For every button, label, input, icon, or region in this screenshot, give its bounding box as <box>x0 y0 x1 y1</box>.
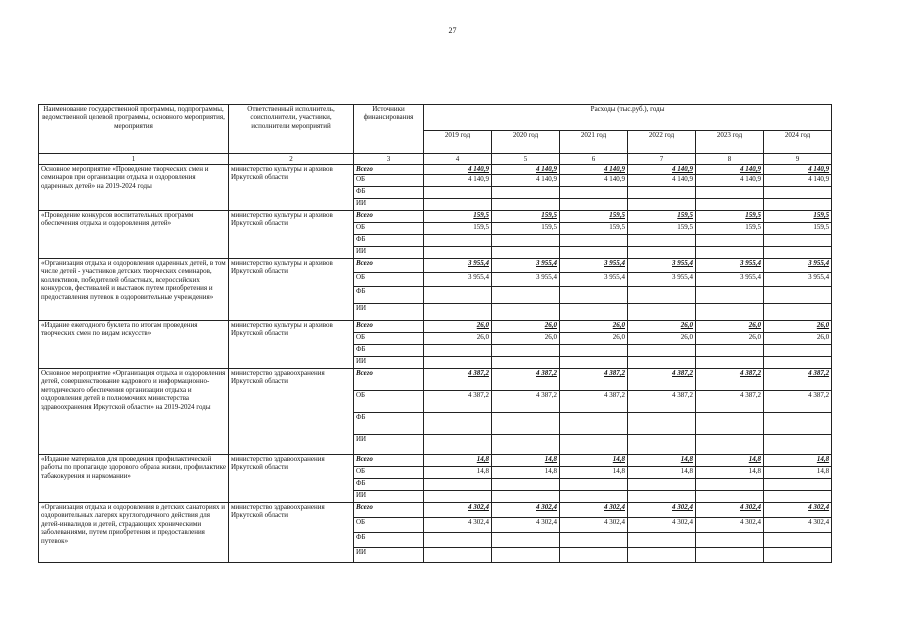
amount-cell <box>696 247 764 259</box>
amount-cell: 3 955,4 <box>492 259 560 273</box>
amount-cell: 26,0 <box>560 321 628 333</box>
column-index: 6 <box>560 154 628 165</box>
amount-cell: 26,0 <box>696 321 764 333</box>
measure-name: «Организация отдыха и оздоровления в детских санаториях и оздоровительных лагерях круглогодичного действия для детей-инвалидов и детей, страдающих хроническими заболеваниями, путем приобретения и предоставления путевок» <box>39 503 229 563</box>
page-number: 27 <box>448 26 457 35</box>
amount-cell: 4 302,4 <box>696 518 764 533</box>
amount-cell <box>424 533 492 548</box>
column-index: 2 <box>229 154 354 165</box>
funding-source: ФБ <box>354 345 424 357</box>
column-index: 9 <box>764 154 832 165</box>
amount-cell <box>492 548 560 563</box>
amount-cell: 26,0 <box>424 333 492 345</box>
amount-cell <box>764 235 832 247</box>
amount-cell <box>628 491 696 503</box>
amount-cell <box>764 491 832 503</box>
amount-cell <box>424 199 492 211</box>
funding-source: ФБ <box>354 287 424 304</box>
table-body <box>39 165 832 563</box>
funding-source: ОБ <box>354 518 424 533</box>
header-name-column: Наименование государственной программы, подпрограммы, ведомственной целевой программы, основного мероприятия, мероприятия <box>39 105 229 154</box>
amount-cell: 4 387,2 <box>628 391 696 413</box>
amount-cell <box>696 187 764 199</box>
amount-cell: 14,8 <box>764 455 832 467</box>
amount-cell: 26,0 <box>628 321 696 333</box>
amount-cell <box>628 345 696 357</box>
amount-cell: 3 955,4 <box>764 259 832 273</box>
amount-cell: 4 387,2 <box>696 369 764 391</box>
funding-source: ИИ <box>354 199 424 211</box>
amount-cell <box>764 199 832 211</box>
amount-cell: 4 302,4 <box>492 503 560 518</box>
amount-cell: 3 955,4 <box>628 273 696 287</box>
amount-cell: 4 140,9 <box>628 165 696 175</box>
amount-cell: 4 140,9 <box>628 175 696 187</box>
amount-cell <box>492 247 560 259</box>
header-executor-column: Ответственный исполнитель, соисполнители, участники, исполнители мероприятий <box>229 105 354 154</box>
amount-cell <box>764 413 832 435</box>
funding-source: ОБ <box>354 273 424 287</box>
funding-source: ИИ <box>354 435 424 455</box>
funding-source: ИИ <box>354 491 424 503</box>
amount-cell: 14,8 <box>560 467 628 479</box>
funding-source: Всего <box>354 165 424 175</box>
amount-cell: 26,0 <box>696 333 764 345</box>
amount-cell: 159,5 <box>764 211 832 223</box>
amount-cell: 4 140,9 <box>764 175 832 187</box>
amount-cell <box>492 199 560 211</box>
measure-name: Основное мероприятие «Проведение творческих смен и семинаров при организации отдыха и оздоровления одаренных детей» на 2019-2024 годы <box>39 165 229 211</box>
amount-cell: 4 387,2 <box>764 391 832 413</box>
amount-cell <box>492 533 560 548</box>
expenditure-table <box>38 104 832 563</box>
amount-cell: 4 387,2 <box>492 369 560 391</box>
amount-cell <box>764 345 832 357</box>
amount-cell <box>628 435 696 455</box>
amount-cell <box>424 345 492 357</box>
amount-cell: 4 302,4 <box>696 503 764 518</box>
header-year: 2024 год <box>764 131 832 154</box>
funding-source: ОБ <box>354 333 424 345</box>
amount-cell <box>424 235 492 247</box>
amount-cell: 4 387,2 <box>560 369 628 391</box>
header-expenditure-column: Расходы (тыс.руб.), годы <box>424 105 832 131</box>
amount-cell <box>424 247 492 259</box>
amount-cell <box>560 413 628 435</box>
amount-cell: 159,5 <box>492 223 560 235</box>
amount-cell <box>696 235 764 247</box>
amount-cell: 26,0 <box>764 333 832 345</box>
amount-cell: 159,5 <box>424 223 492 235</box>
table-row-total <box>39 503 832 518</box>
amount-cell: 4 302,4 <box>628 518 696 533</box>
executor-name: министерство культуры и архивов Иркутской области <box>229 211 354 259</box>
amount-cell: 4 387,2 <box>492 391 560 413</box>
amount-cell: 14,8 <box>560 455 628 467</box>
amount-cell: 4 302,4 <box>560 503 628 518</box>
amount-cell <box>628 235 696 247</box>
amount-cell: 14,8 <box>424 467 492 479</box>
funding-source: Всего <box>354 369 424 391</box>
amount-cell: 159,5 <box>628 223 696 235</box>
table-row-total <box>39 211 832 223</box>
column-index: 8 <box>696 154 764 165</box>
amount-cell <box>696 479 764 491</box>
amount-cell <box>628 187 696 199</box>
amount-cell: 26,0 <box>764 321 832 333</box>
amount-cell: 3 955,4 <box>696 273 764 287</box>
amount-cell <box>764 187 832 199</box>
amount-cell: 4 302,4 <box>764 503 832 518</box>
measure-name: «Организация отдыха и оздоровления одаренных детей, в том числе детей - участников детских творческих семинаров, коллективов, победителей областных, всероссийских конкурсов, фестивалей и выставок путем приобретения и предоставления путевок в оздоровительные учреждения» <box>39 259 229 321</box>
column-index: 4 <box>424 154 492 165</box>
amount-cell <box>560 533 628 548</box>
amount-cell: 4 140,9 <box>424 175 492 187</box>
amount-cell <box>560 187 628 199</box>
amount-cell <box>696 533 764 548</box>
amount-cell: 159,5 <box>696 223 764 235</box>
amount-cell <box>424 435 492 455</box>
measure-name: «Издание материалов для проведения профилактической работы по пропаганде здорового образа жизни, профилактике табакокурения и наркомании» <box>39 455 229 503</box>
amount-cell: 3 955,4 <box>424 259 492 273</box>
funding-source: ОБ <box>354 175 424 187</box>
funding-source: ИИ <box>354 357 424 369</box>
amount-cell <box>492 491 560 503</box>
amount-cell: 26,0 <box>560 333 628 345</box>
header-year: 2020 год <box>492 131 560 154</box>
column-index: 7 <box>628 154 696 165</box>
amount-cell: 4 387,2 <box>424 369 492 391</box>
amount-cell <box>696 435 764 455</box>
amount-cell <box>560 345 628 357</box>
amount-cell: 4 140,9 <box>696 165 764 175</box>
table-row-total <box>39 455 832 467</box>
amount-cell: 3 955,4 <box>560 273 628 287</box>
table-row-total <box>39 259 832 273</box>
amount-cell: 3 955,4 <box>764 273 832 287</box>
amount-cell: 3 955,4 <box>696 259 764 273</box>
amount-cell: 4 387,2 <box>764 369 832 391</box>
funding-source: ОБ <box>354 223 424 235</box>
amount-cell <box>764 357 832 369</box>
header-source-column: Источники финансирования <box>354 105 424 154</box>
funding-source: Всего <box>354 321 424 333</box>
amount-cell <box>696 287 764 304</box>
amount-cell: 4 140,9 <box>424 165 492 175</box>
amount-cell: 4 387,2 <box>628 369 696 391</box>
funding-source: Всего <box>354 259 424 273</box>
amount-cell <box>492 345 560 357</box>
amount-cell <box>764 548 832 563</box>
amount-cell <box>764 533 832 548</box>
amount-cell: 4 302,4 <box>764 518 832 533</box>
header-year: 2023 год <box>696 131 764 154</box>
funding-source: ФБ <box>354 533 424 548</box>
amount-cell: 14,8 <box>492 467 560 479</box>
executor-name: министерство здравоохранения Иркутской области <box>229 455 354 503</box>
amount-cell: 26,0 <box>424 321 492 333</box>
amount-cell: 26,0 <box>628 333 696 345</box>
amount-cell <box>560 479 628 491</box>
funding-source: ИИ <box>354 304 424 321</box>
funding-source: ФБ <box>354 479 424 491</box>
amount-cell <box>424 548 492 563</box>
amount-cell: 4 140,9 <box>560 165 628 175</box>
amount-cell: 14,8 <box>696 455 764 467</box>
amount-cell: 3 955,4 <box>628 259 696 273</box>
amount-cell: 14,8 <box>628 455 696 467</box>
funding-source: ФБ <box>354 235 424 247</box>
amount-cell: 3 955,4 <box>424 273 492 287</box>
funding-source: ИИ <box>354 548 424 563</box>
amount-cell <box>560 304 628 321</box>
amount-cell <box>696 345 764 357</box>
amount-cell: 26,0 <box>492 333 560 345</box>
amount-cell <box>560 199 628 211</box>
funding-source: ИИ <box>354 247 424 259</box>
amount-cell: 4 140,9 <box>696 175 764 187</box>
amount-cell: 14,8 <box>696 467 764 479</box>
amount-cell: 159,5 <box>492 211 560 223</box>
amount-cell: 159,5 <box>696 211 764 223</box>
executor-name: министерство культуры и архивов Иркутской области <box>229 259 354 321</box>
amount-cell: 14,8 <box>424 455 492 467</box>
amount-cell <box>628 304 696 321</box>
amount-cell <box>492 479 560 491</box>
table-row-total <box>39 321 832 333</box>
amount-cell: 14,8 <box>628 467 696 479</box>
table-row-total <box>39 369 832 391</box>
header-year: 2022 год <box>628 131 696 154</box>
amount-cell: 4 140,9 <box>492 175 560 187</box>
executor-name: министерство здравоохранения Иркутской области <box>229 369 354 455</box>
amount-cell: 159,5 <box>628 211 696 223</box>
column-index: 5 <box>492 154 560 165</box>
amount-cell: 4 302,4 <box>424 518 492 533</box>
funding-source: Всего <box>354 503 424 518</box>
amount-cell <box>560 357 628 369</box>
amount-cell <box>696 413 764 435</box>
amount-cell: 4 302,4 <box>492 518 560 533</box>
amount-cell <box>628 287 696 304</box>
funding-source: Всего <box>354 455 424 467</box>
amount-cell <box>492 413 560 435</box>
amount-cell <box>764 435 832 455</box>
amount-cell <box>424 491 492 503</box>
amount-cell <box>560 235 628 247</box>
amount-cell <box>492 235 560 247</box>
funding-source: Всего <box>354 211 424 223</box>
header-year: 2019 год <box>424 131 492 154</box>
funding-source: ФБ <box>354 413 424 435</box>
amount-cell: 4 387,2 <box>696 391 764 413</box>
executor-name: министерство культуры и архивов Иркутской области <box>229 321 354 369</box>
amount-cell <box>492 357 560 369</box>
amount-cell <box>424 304 492 321</box>
amount-cell <box>628 533 696 548</box>
amount-cell: 3 955,4 <box>560 259 628 273</box>
amount-cell <box>764 247 832 259</box>
amount-cell <box>560 247 628 259</box>
column-index: 3 <box>354 154 424 165</box>
table-row-total <box>39 165 832 175</box>
amount-cell: 14,8 <box>492 455 560 467</box>
amount-cell: 26,0 <box>492 321 560 333</box>
amount-cell <box>560 435 628 455</box>
amount-cell: 4 387,2 <box>424 391 492 413</box>
amount-cell: 14,8 <box>764 467 832 479</box>
funding-source: ФБ <box>354 187 424 199</box>
amount-cell <box>424 187 492 199</box>
amount-cell <box>696 199 764 211</box>
amount-cell: 4 387,2 <box>560 391 628 413</box>
amount-cell: 159,5 <box>424 211 492 223</box>
amount-cell <box>424 413 492 435</box>
funding-source: ОБ <box>354 467 424 479</box>
amount-cell <box>492 187 560 199</box>
header-year: 2021 год <box>560 131 628 154</box>
amount-cell <box>628 548 696 563</box>
amount-cell: 4 140,9 <box>560 175 628 187</box>
amount-cell <box>696 357 764 369</box>
amount-cell <box>628 199 696 211</box>
amount-cell <box>628 479 696 491</box>
amount-cell <box>424 479 492 491</box>
amount-cell <box>492 304 560 321</box>
amount-cell <box>696 548 764 563</box>
amount-cell <box>492 435 560 455</box>
column-index-row <box>39 154 832 165</box>
measure-name: «Проведение конкурсов воспитательных программ обеспечения отдыха и оздоровления детей» <box>39 211 229 259</box>
amount-cell: 159,5 <box>560 223 628 235</box>
amount-cell: 4 140,9 <box>492 165 560 175</box>
amount-cell: 4 302,4 <box>628 503 696 518</box>
amount-cell <box>560 548 628 563</box>
amount-cell <box>764 287 832 304</box>
amount-cell: 159,5 <box>560 211 628 223</box>
amount-cell <box>560 491 628 503</box>
amount-cell <box>628 413 696 435</box>
amount-cell <box>628 357 696 369</box>
amount-cell: 3 955,4 <box>492 273 560 287</box>
amount-cell: 4 140,9 <box>764 165 832 175</box>
amount-cell <box>424 287 492 304</box>
measure-name: «Издание ежегодного буклета по итогам проведения творческих смен по видам искусств» <box>39 321 229 369</box>
amount-cell <box>696 304 764 321</box>
amount-cell <box>492 287 560 304</box>
amount-cell <box>560 287 628 304</box>
executor-name: министерство здравоохранения Иркутской области <box>229 503 354 563</box>
column-index: 1 <box>39 154 229 165</box>
amount-cell: 4 302,4 <box>560 518 628 533</box>
amount-cell: 4 302,4 <box>424 503 492 518</box>
amount-cell: 159,5 <box>764 223 832 235</box>
amount-cell <box>424 357 492 369</box>
amount-cell <box>764 479 832 491</box>
amount-cell <box>628 247 696 259</box>
measure-name: Основное мероприятие «Организация отдыха и оздоровления детей, совершенствование кадрового и информационно-методического обеспечения организации отдыха и оздоровления детей в полномочиях министерства здравоохранения Иркутской области» на 2019-2024 годы <box>39 369 229 455</box>
amount-cell <box>696 491 764 503</box>
funding-source: ОБ <box>354 391 424 413</box>
executor-name: министерство культуры и архивов Иркутской области <box>229 165 354 211</box>
amount-cell <box>764 304 832 321</box>
